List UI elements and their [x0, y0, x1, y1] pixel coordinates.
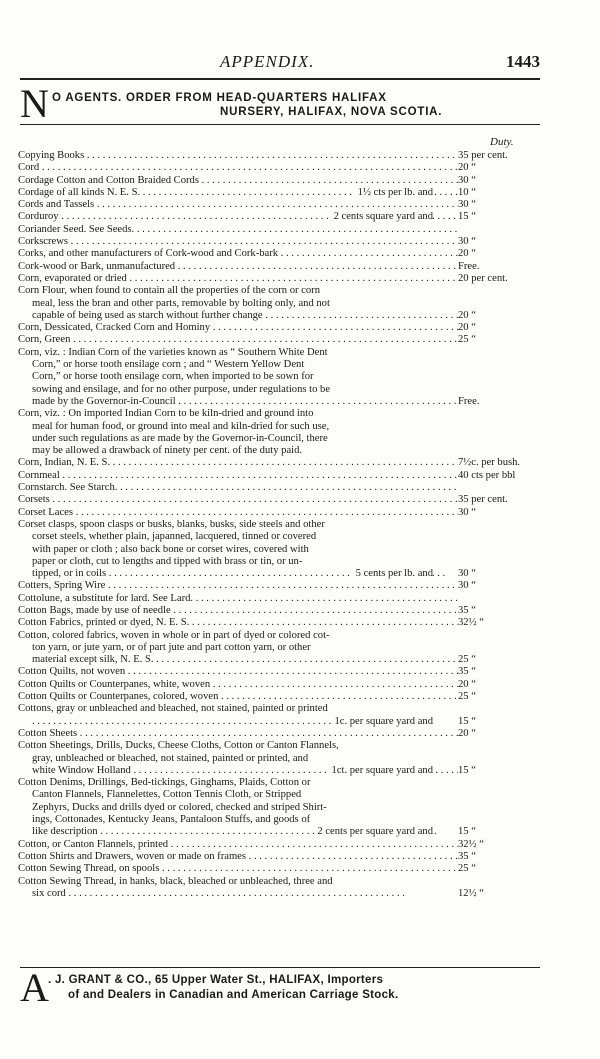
tariff-entry — [18, 150, 538, 162]
entry-duty: 20 “ — [458, 309, 476, 321]
ad-top-rule — [20, 124, 540, 125]
entry-specific-rate: 5 cents per lb. and — [353, 568, 433, 580]
tariff-entry — [18, 175, 538, 187]
entry-continuation: Corn,” or horse tooth ensilage corn ; and “ Western Yellow Dent — [32, 359, 305, 371]
entry-duty: 35 “ — [458, 666, 476, 678]
entry-duty: 32½ “ — [458, 838, 484, 850]
tariff-entry-list — [18, 150, 538, 900]
entry-duty: 35 “ — [458, 850, 476, 862]
page-number: 1443 — [506, 52, 540, 71]
tariff-entry — [18, 273, 538, 285]
ad-top-line-2: NURSERY, HALIFAX, NOVA SCOTIA. — [220, 106, 443, 118]
entry-duty: 25 “ — [458, 334, 476, 346]
ad-bottom-rule — [20, 967, 540, 968]
entry-name: Corduroy . . . — [18, 211, 458, 223]
entry-duty: 20 “ — [458, 162, 476, 174]
entry-name: Cotton Sheets . . . — [18, 728, 458, 740]
tariff-entry — [18, 703, 538, 728]
entry-continuation: meal, less the bran and other parts, removable by bolting only, and not — [32, 297, 330, 309]
ad-bottom-line-1: . J. GRANT & CO., 65 Upper Water St., HALIFAX, Importers — [48, 974, 384, 986]
advertisement-bottom — [20, 965, 540, 1010]
entry-name: Coriander Seed. See Seeds. . . . — [18, 224, 458, 236]
entry-name: Corn, Green . . . — [18, 334, 458, 346]
entry-name: Cordage Cotton and Cotton Braided Cords . . . — [18, 175, 458, 187]
ad-top-initial: N — [20, 81, 49, 126]
tariff-entry — [18, 519, 538, 580]
entry-name: Cotton Denims, Drillings, Bed-tickings, Ginghams, Plaids, Cotton or — [18, 777, 311, 789]
tariff-entry — [18, 187, 538, 199]
tariff-entry — [18, 457, 538, 469]
entry-duty: 30 “ — [458, 236, 476, 248]
entry-continuation: ings, Cottonades, Kentucky Jeans, Pantaloon Stuffs, and goods of — [32, 814, 311, 826]
entry-name: Cotton Sheetings, Drills, Ducks, Cheese Cloths, Cotton or Canton Flannels, — [18, 740, 339, 752]
entry-duty: Free. — [458, 260, 480, 272]
entry-continuation: may be allowed a drawback of ninety per cent. of the duty paid. — [32, 445, 303, 457]
entry-name: Cottolune, a substitute for lard. See Lard. . . . — [18, 593, 458, 605]
entry-name: Cotton Sewing Thread, on spools . . . — [18, 863, 458, 875]
entry-duty: 30 “ — [458, 199, 476, 211]
entry-continuation: made by the Governor-in-Council . . . — [18, 396, 458, 408]
entry-continuation: tipped, or in coils . . . — [18, 568, 458, 580]
tariff-entry — [18, 666, 538, 678]
tariff-entry — [18, 617, 538, 629]
tariff-entry — [18, 630, 538, 667]
tariff-entry — [18, 211, 538, 223]
tariff-entry — [18, 851, 538, 863]
entry-name: Cotton Fabrics, printed or dyed, N. E. S. . . . — [18, 617, 458, 629]
entry-duty: 20 per cent. — [458, 272, 508, 284]
entry-specific-rate: 1ct. per square yard and — [329, 765, 433, 777]
entry-name: Cornmeal . . . — [18, 470, 458, 482]
entry-name: Corn, viz. : On imported Indian Corn to be kiln-dried and ground into — [18, 408, 314, 420]
tariff-entry — [18, 679, 538, 691]
tariff-entry — [18, 334, 538, 346]
entry-duty: 7½c. per bush. — [458, 457, 521, 469]
entry-name: Corn Flour, when found to contain all the properties of the corn or corn — [18, 285, 321, 297]
entry-continuation: with paper or cloth ; also back bone or corset wires, covered with — [32, 543, 309, 555]
ad-top-line-1: O AGENTS. ORDER FROM HEAD-QUARTERS HALIFAX — [52, 92, 387, 104]
tariff-entry — [18, 408, 538, 457]
entry-duty: 35 per cent. — [458, 494, 508, 506]
header-rule — [20, 78, 540, 80]
ad-bottom-initial: A — [20, 965, 49, 1010]
entry-name: Corn, viz. : Indian Corn of the varieties known as “ Southern White Dent — [18, 346, 328, 358]
entry-name: Cotton Quilts or Counterpanes, white, woven . . . — [18, 679, 458, 691]
entry-name: Cordage of all kinds N. E. S. . . . — [18, 187, 458, 199]
tariff-entry — [18, 839, 538, 851]
entry-duty: 30 “ — [458, 568, 476, 580]
tariff-entry — [18, 876, 538, 901]
entry-name: Corks, and other manufacturers of Cork-wood and Cork-bark . . . — [18, 248, 458, 260]
entry-duty: 25 “ — [458, 863, 476, 875]
tariff-entry — [18, 224, 538, 236]
entry-continuation: corset steels, whether plain, japanned, lacquered, tinned or covered — [32, 531, 317, 543]
entry-continuation: sowing and ensilage, and for no other purpose, under regulations to be — [32, 383, 331, 395]
entry-name: Corn, Indian, N. E. S. . . . — [18, 457, 458, 469]
entry-duty: 25 “ — [458, 654, 476, 666]
tariff-entry — [18, 507, 538, 519]
entry-name: Copying Books . . . — [18, 150, 458, 162]
entry-duty: 20 “ — [458, 678, 476, 690]
entry-specific-rate: 2 cents per square yard and — [314, 826, 433, 838]
entry-duty: 15 “ — [458, 764, 476, 776]
tariff-entry — [18, 199, 538, 211]
entry-name: Corset Laces . . . — [18, 507, 458, 519]
entry-duty: 40 cts per bbl — [458, 469, 516, 481]
tariff-entry — [18, 285, 538, 322]
entry-continuation: Zephyrs, Ducks and drills dyed or colored, checked and striped Shirt- — [32, 801, 327, 813]
entry-name: Cotton Quilts or Counterpanes, colored, woven . . . — [18, 691, 458, 703]
entry-name: Cotters, Spring Wire . . . — [18, 580, 458, 592]
entry-duty: 10 “ — [458, 186, 476, 198]
tariff-entry — [18, 261, 538, 273]
tariff-entry — [18, 605, 538, 617]
tariff-entry — [18, 470, 538, 482]
entry-name: Cotton Sewing Thread, in hanks, black, bleached or unbleached, three and — [18, 875, 333, 887]
entry-continuation: gray, unbleached or bleached, not stained, painted or printed, and — [32, 752, 309, 764]
entry-continuation: like description . . . — [18, 826, 458, 838]
entry-continuation: ton yarn, or jute yarn, or of part jute and part cotton yarn, or other — [32, 641, 311, 653]
entry-name: Cornstarch. See Starch. . . . — [18, 482, 458, 494]
entry-duty: 12½ “ — [458, 887, 484, 899]
entry-name: Corn, evaporated or dried . . . — [18, 273, 458, 285]
entry-duty: 15 “ — [458, 715, 476, 727]
entry-specific-rate: 1c. per square yard and — [331, 716, 433, 728]
duty-column-heading: Duty. — [490, 136, 514, 148]
entry-continuation: material except silk, N. E. S. . . . — [18, 654, 458, 666]
entry-name: Cotton, colored fabrics, woven in whole or in part of dyed or colored cot- — [18, 629, 330, 641]
entry-continuation: Corn,” or horse tooth ensilage corn, when imported to be sown for — [32, 371, 314, 383]
entry-name: Cork-wood or Bark, unmanufactured . . . — [18, 261, 458, 273]
entry-name: Cotton Quilts, not woven . . . — [18, 666, 458, 678]
tariff-entry — [18, 728, 538, 740]
entry-continuation: six cord . . . — [18, 888, 458, 900]
entry-continuation: meal for human food, or ground into meal and kiln-dried for such use, — [32, 420, 330, 432]
entry-name: Cotton Bags, made by use of needle . . . — [18, 605, 458, 617]
tariff-entry — [18, 863, 538, 875]
tariff-entry — [18, 777, 538, 838]
entry-duty: 20 “ — [458, 322, 476, 334]
entry-duty: 30 “ — [458, 174, 476, 186]
entry-duty: 15 “ — [458, 211, 476, 223]
entry-name: Cottons, gray or unbleached and bleached, not stained, painted or printed — [18, 703, 328, 715]
entry-specific-rate: 2 cents square yard and — [331, 211, 433, 223]
advertisement-top — [20, 81, 540, 126]
tariff-entry — [18, 162, 538, 174]
entry-duty: 30 “ — [458, 506, 476, 518]
entry-name: Cotton Shirts and Drawers, woven or made on frames . . . — [18, 851, 458, 863]
entry-duty: 20 “ — [458, 248, 476, 260]
tariff-entry — [18, 347, 538, 408]
tariff-entry — [18, 236, 538, 248]
entry-duty: 30 “ — [458, 580, 476, 592]
entry-duty: 15 “ — [458, 826, 476, 838]
entry-name: Cord . . . — [18, 162, 458, 174]
entry-name: Cords and Tassels . . . — [18, 199, 458, 211]
tariff-entry — [18, 482, 538, 494]
entry-duty: 35 per cent. — [458, 150, 508, 161]
tariff-entry — [18, 494, 538, 506]
tariff-entry — [18, 593, 538, 605]
tariff-entry — [18, 322, 538, 334]
entry-continuation: under such regulations as are made by the Governor-in-Council, there — [32, 432, 328, 444]
ad-bottom-line-2: of and Dealers in Canadian and American Carriage Stock. — [68, 989, 399, 1001]
tariff-entry — [18, 248, 538, 260]
page-title: APPENDIX. — [220, 52, 315, 71]
tariff-entry — [18, 740, 538, 777]
entry-duty: 35 “ — [458, 604, 476, 616]
entry-duty: 25 “ — [458, 691, 476, 703]
entry-duty: 20 “ — [458, 727, 476, 739]
page-header — [20, 52, 540, 74]
entry-name: Corset clasps, spoon clasps or busks, blanks, busks, side steels and other — [18, 518, 325, 530]
tariff-entry — [18, 580, 538, 592]
entry-name: Corkscrews . . . — [18, 236, 458, 248]
entry-name: Corsets . . . — [18, 494, 458, 506]
entry-name: Cotton, or Canton Flannels, printed . . . — [18, 839, 458, 851]
entry-continuation: capable of being used as starch without further change . . . — [18, 310, 458, 322]
entry-continuation: paper or cloth, cut to lengths and tipped with brass or tin, or un- — [32, 555, 303, 567]
entry-continuation: Canton Flannels, Flannelettes, Cotton Tennis Cloth, or Stripped — [32, 789, 302, 801]
entry-continuation: white Window Holland . . . — [18, 765, 458, 777]
tariff-entry — [18, 691, 538, 703]
entry-name: Corn, Dessicated, Cracked Corn and Hominy . . . — [18, 322, 458, 334]
entry-specific-rate: 1½ cts per lb. and — [355, 187, 433, 199]
entry-duty: Free. — [458, 395, 480, 407]
entry-duty: 32½ “ — [458, 617, 484, 629]
